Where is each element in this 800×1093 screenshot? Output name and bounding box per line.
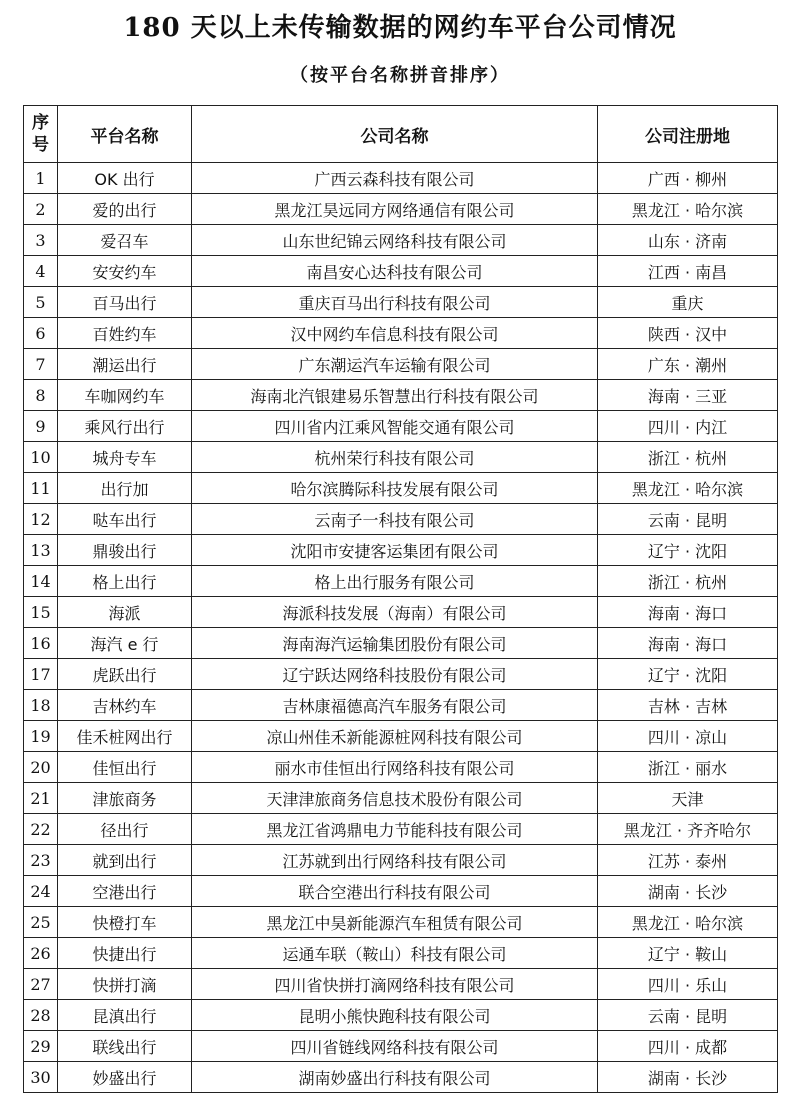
cell-platform: 佳禾桩网出行	[58, 721, 192, 752]
cell-location: 吉林 · 吉林	[598, 690, 778, 721]
cell-location: 江西 · 南昌	[598, 256, 778, 287]
platform-table	[23, 105, 778, 1093]
cell-number: 16	[24, 628, 58, 659]
cell-company: 格上出行服务有限公司	[192, 566, 598, 597]
cell-number: 6	[24, 318, 58, 349]
cell-platform: 格上出行	[58, 566, 192, 597]
table-row	[24, 349, 778, 380]
cell-company: 黑龙江中昊新能源汽车租赁有限公司	[192, 907, 598, 938]
cell-platform: 津旅商务	[58, 783, 192, 814]
column-header-platform: 平台名称	[58, 106, 192, 163]
cell-location: 山东 · 济南	[598, 225, 778, 256]
cell-location: 黑龙江 · 哈尔滨	[598, 194, 778, 225]
cell-company: 广西云森科技有限公司	[192, 163, 598, 194]
cell-company: 凉山州佳禾新能源桩网科技有限公司	[192, 721, 598, 752]
cell-location: 海南 · 海口	[598, 628, 778, 659]
column-header-company: 公司名称	[192, 106, 598, 163]
table-row	[24, 597, 778, 628]
table-row	[24, 690, 778, 721]
cell-company: 吉林康福德高汽车服务有限公司	[192, 690, 598, 721]
cell-location: 湖南 · 长沙	[598, 876, 778, 907]
cell-number: 5	[24, 287, 58, 318]
cell-platform: 佳恒出行	[58, 752, 192, 783]
cell-number: 7	[24, 349, 58, 380]
cell-number: 24	[24, 876, 58, 907]
cell-company: 天津津旅商务信息技术股份有限公司	[192, 783, 598, 814]
cell-company: 湖南妙盛出行科技有限公司	[192, 1062, 598, 1093]
cell-location: 重庆	[598, 287, 778, 318]
cell-company: 海派科技发展（海南）有限公司	[192, 597, 598, 628]
table-row	[24, 814, 778, 845]
table-row	[24, 380, 778, 411]
cell-location: 浙江 · 杭州	[598, 566, 778, 597]
cell-number: 1	[24, 163, 58, 194]
cell-number: 9	[24, 411, 58, 442]
cell-location: 黑龙江 · 哈尔滨	[598, 907, 778, 938]
table-row	[24, 752, 778, 783]
cell-number: 29	[24, 1031, 58, 1062]
cell-location: 云南 · 昆明	[598, 1000, 778, 1031]
cell-number: 30	[24, 1062, 58, 1093]
table-row	[24, 225, 778, 256]
table-row	[24, 566, 778, 597]
cell-location: 陕西 · 汉中	[598, 318, 778, 349]
cell-number: 12	[24, 504, 58, 535]
cell-platform: 快橙打车	[58, 907, 192, 938]
cell-location: 海南 · 三亚	[598, 380, 778, 411]
cell-number: 4	[24, 256, 58, 287]
table-row	[24, 628, 778, 659]
cell-company: 黑龙江省鸿鼎电力节能科技有限公司	[192, 814, 598, 845]
cell-number: 2	[24, 194, 58, 225]
page-subtitle: （按平台名称拼音排序）	[290, 65, 510, 86]
table-header-row	[24, 106, 778, 163]
cell-platform: 百马出行	[58, 287, 192, 318]
cell-number: 27	[24, 969, 58, 1000]
cell-number: 11	[24, 473, 58, 504]
cell-number: 21	[24, 783, 58, 814]
page-title: 180 天以上未传输数据的网约车平台公司情况	[123, 13, 677, 43]
cell-platform: 车咖网约车	[58, 380, 192, 411]
cell-platform: OK 出行	[58, 163, 192, 194]
table-row	[24, 721, 778, 752]
cell-platform: 安安约车	[58, 256, 192, 287]
table-row	[24, 287, 778, 318]
cell-location: 辽宁 · 鞍山	[598, 938, 778, 969]
cell-location: 黑龙江 · 哈尔滨	[598, 473, 778, 504]
cell-number: 10	[24, 442, 58, 473]
cell-number: 23	[24, 845, 58, 876]
cell-platform: 出行加	[58, 473, 192, 504]
cell-platform: 快拼打滴	[58, 969, 192, 1000]
cell-company: 昆明小熊快跑科技有限公司	[192, 1000, 598, 1031]
cell-platform: 径出行	[58, 814, 192, 845]
table-row	[24, 411, 778, 442]
table-row	[24, 938, 778, 969]
cell-location: 四川 · 凉山	[598, 721, 778, 752]
cell-location: 江苏 · 泰州	[598, 845, 778, 876]
table-row	[24, 1062, 778, 1093]
table-row	[24, 473, 778, 504]
cell-platform: 哒车出行	[58, 504, 192, 535]
cell-location: 四川 · 成都	[598, 1031, 778, 1062]
cell-platform: 潮运出行	[58, 349, 192, 380]
cell-location: 辽宁 · 沈阳	[598, 659, 778, 690]
cell-company: 黑龙江昊远同方网络通信有限公司	[192, 194, 598, 225]
cell-location: 四川 · 乐山	[598, 969, 778, 1000]
cell-location: 浙江 · 杭州	[598, 442, 778, 473]
cell-company: 山东世纪锦云网络科技有限公司	[192, 225, 598, 256]
cell-number: 17	[24, 659, 58, 690]
cell-number: 8	[24, 380, 58, 411]
cell-company: 哈尔滨腾际科技发展有限公司	[192, 473, 598, 504]
table-row	[24, 845, 778, 876]
cell-number: 25	[24, 907, 58, 938]
cell-platform: 空港出行	[58, 876, 192, 907]
cell-location: 浙江 · 丽水	[598, 752, 778, 783]
cell-platform: 就到出行	[58, 845, 192, 876]
table-row	[24, 1031, 778, 1062]
cell-number: 13	[24, 535, 58, 566]
cell-number: 14	[24, 566, 58, 597]
cell-number: 18	[24, 690, 58, 721]
table-row	[24, 256, 778, 287]
table-row	[24, 318, 778, 349]
cell-platform: 快捷出行	[58, 938, 192, 969]
cell-company: 南昌安心达科技有限公司	[192, 256, 598, 287]
column-header-location: 公司注册地	[598, 106, 778, 163]
cell-company: 四川省内江乘风智能交通有限公司	[192, 411, 598, 442]
cell-platform: 爱的出行	[58, 194, 192, 225]
cell-number: 19	[24, 721, 58, 752]
cell-platform: 乘风行出行	[58, 411, 192, 442]
table-row	[24, 535, 778, 566]
cell-company: 重庆百马出行科技有限公司	[192, 287, 598, 318]
cell-number: 28	[24, 1000, 58, 1031]
cell-company: 海南北汽银建易乐智慧出行科技有限公司	[192, 380, 598, 411]
cell-company: 江苏就到出行网络科技有限公司	[192, 845, 598, 876]
cell-location: 广西 · 柳州	[598, 163, 778, 194]
table-row	[24, 504, 778, 535]
table-row	[24, 659, 778, 690]
cell-company: 杭州荣行科技有限公司	[192, 442, 598, 473]
cell-platform: 妙盛出行	[58, 1062, 192, 1093]
cell-company: 云南子一科技有限公司	[192, 504, 598, 535]
cell-company: 辽宁跃达网络科技股份有限公司	[192, 659, 598, 690]
cell-company: 四川省链线网络科技有限公司	[192, 1031, 598, 1062]
cell-location: 辽宁 · 沈阳	[598, 535, 778, 566]
cell-platform: 虎跃出行	[58, 659, 192, 690]
cell-company: 四川省快拼打滴网络科技有限公司	[192, 969, 598, 1000]
table-row	[24, 876, 778, 907]
cell-platform: 爱召车	[58, 225, 192, 256]
cell-location: 广东 · 潮州	[598, 349, 778, 380]
cell-company: 汉中网约车信息科技有限公司	[192, 318, 598, 349]
cell-number: 3	[24, 225, 58, 256]
cell-number: 22	[24, 814, 58, 845]
cell-number: 20	[24, 752, 58, 783]
column-header-number: 序号	[24, 106, 58, 163]
cell-location: 湖南 · 长沙	[598, 1062, 778, 1093]
cell-platform: 城舟专车	[58, 442, 192, 473]
table-row	[24, 1000, 778, 1031]
cell-platform: 吉林约车	[58, 690, 192, 721]
cell-company: 海南海汽运输集团股份有限公司	[192, 628, 598, 659]
cell-platform: 海汽 e 行	[58, 628, 192, 659]
cell-company: 联合空港出行科技有限公司	[192, 876, 598, 907]
cell-platform: 海派	[58, 597, 192, 628]
table-row	[24, 783, 778, 814]
cell-location: 海南 · 海口	[598, 597, 778, 628]
cell-number: 15	[24, 597, 58, 628]
cell-location: 天津	[598, 783, 778, 814]
table-row	[24, 163, 778, 194]
cell-number: 26	[24, 938, 58, 969]
cell-company: 丽水市佳恒出行网络科技有限公司	[192, 752, 598, 783]
table-row	[24, 194, 778, 225]
table-row	[24, 442, 778, 473]
cell-company: 广东潮运汽车运输有限公司	[192, 349, 598, 380]
cell-platform: 昆滇出行	[58, 1000, 192, 1031]
table-row	[24, 969, 778, 1000]
cell-company: 运通车联（鞍山）科技有限公司	[192, 938, 598, 969]
table-row	[24, 907, 778, 938]
cell-location: 云南 · 昆明	[598, 504, 778, 535]
cell-platform: 鼎骏出行	[58, 535, 192, 566]
cell-platform: 百姓约车	[58, 318, 192, 349]
cell-company: 沈阳市安捷客运集团有限公司	[192, 535, 598, 566]
cell-location: 四川 · 内江	[598, 411, 778, 442]
table-body	[24, 163, 778, 1093]
cell-platform: 联线出行	[58, 1031, 192, 1062]
cell-location: 黑龙江 · 齐齐哈尔	[598, 814, 778, 845]
